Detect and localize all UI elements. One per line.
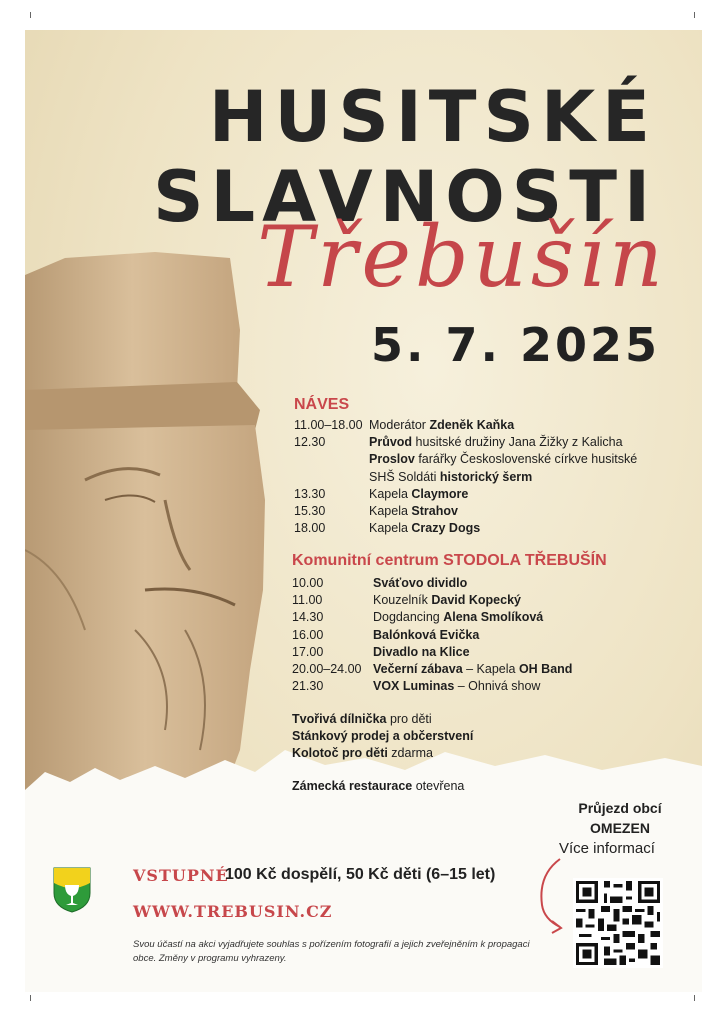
place-name: Třebušín	[257, 208, 667, 306]
desc-text: husitské družiny Jana Žižky z Kalicha	[412, 435, 623, 450]
extras-list	[292, 711, 473, 762]
desc	[369, 417, 514, 434]
desc	[369, 520, 480, 537]
extra-item	[292, 745, 473, 762]
desc-bold: Průvod	[369, 435, 413, 450]
disclaimer-text: Svou účastí na akci vyjadřujete souhlas s pořízením fotografií a jejich zveřejněním k propagaci obce. Změny v programu vyhrazeny.	[133, 939, 530, 964]
passage-line-2: OMEZEN	[590, 820, 650, 836]
crop-mark	[30, 12, 31, 18]
desc-text: Kouzelník	[373, 593, 432, 608]
desc-bold: Alena Smolíková	[443, 610, 544, 625]
time: 21.30	[292, 679, 324, 694]
desc-bold: Večerní zábava	[373, 661, 463, 676]
extra-item	[292, 728, 473, 745]
desc	[373, 575, 467, 592]
desc-text: farářky Československé církve husitské	[414, 452, 638, 467]
extra-text: zdarma	[387, 746, 433, 760]
desc-text: SHŠ Soldáti	[369, 469, 440, 484]
desc	[369, 434, 623, 451]
restaurant-note	[292, 779, 464, 793]
passage-notice	[545, 798, 695, 838]
restaurant-text: otevřena	[412, 779, 465, 793]
time: 14.30	[292, 610, 324, 625]
desc-text: – Ohnivá show	[454, 679, 541, 694]
extra-item	[292, 711, 473, 728]
title-line-1: HUSITSKÉ	[208, 76, 657, 158]
desc	[373, 592, 521, 609]
crop-mark	[694, 12, 695, 18]
time: 20.00–24.00	[292, 661, 362, 676]
extra-bold: Tvořivá dílnička	[292, 712, 387, 726]
crop-mark	[694, 995, 695, 1001]
time: 16.00	[292, 627, 324, 642]
desc	[369, 503, 458, 520]
time: 17.00	[292, 644, 324, 659]
desc-bold: Zdeněk Kaňka	[429, 418, 515, 432]
desc-text: Kapela	[369, 521, 412, 536]
desc-text: Moderátor	[369, 418, 430, 432]
restaurant-bold: Zámecká restaurace	[292, 779, 413, 793]
time: 13.30	[294, 486, 326, 501]
time: 18.00	[294, 521, 326, 536]
title-line-2: SLAVNOSTI	[153, 156, 657, 238]
time: 10.00	[292, 576, 324, 590]
desc-text: Dogdancing	[373, 610, 444, 625]
entry-label: VSTUPNÉ	[133, 866, 229, 885]
desc-text: Kapela	[369, 486, 412, 501]
desc	[373, 627, 479, 644]
desc-bold: Proslov	[369, 452, 415, 467]
desc-text: – Kapela	[462, 661, 519, 676]
time: 11.00–18.00	[294, 418, 363, 432]
desc-text: Kapela	[369, 503, 412, 518]
desc-bold: Balónková Evička	[373, 627, 480, 642]
desc-bold: Sváťovo dividlo	[373, 576, 468, 590]
desc-bold: Divadlo na Klice	[373, 644, 470, 659]
desc	[369, 451, 637, 468]
poster	[25, 30, 702, 992]
desc-bold: Crazy Dogs	[411, 521, 481, 536]
time: 11.00	[292, 593, 323, 608]
time: 12.30	[294, 435, 326, 450]
desc	[369, 486, 468, 503]
desc-bold: Claymore	[411, 486, 469, 501]
section-title-stodola: Komunitní centrum STODOLA TŘEBUŠÍN	[292, 552, 607, 569]
time: 15.30	[294, 503, 326, 518]
desc	[369, 469, 532, 486]
desc-bold: historický šerm	[439, 469, 533, 484]
desc	[373, 661, 572, 678]
event-date: 5. 7. 2025	[370, 318, 660, 372]
desc	[373, 609, 543, 626]
passage-line-1: Průjezd obcí	[578, 800, 662, 816]
extra-text: pro děti	[386, 712, 432, 726]
website-link[interactable]: WWW.TREBUSIN.CZ	[133, 902, 333, 921]
desc	[373, 644, 470, 661]
extra-bold: Kolotoč pro děti	[292, 746, 388, 760]
desc-bold: VOX Luminas	[373, 679, 455, 694]
desc-bold: OH Band	[518, 661, 573, 676]
more-info-label: Více informací	[559, 840, 655, 857]
village-crest-icon	[53, 858, 91, 922]
desc	[373, 678, 540, 695]
qr-code-icon[interactable]	[573, 878, 663, 968]
desc-bold: David Kopecký	[431, 593, 521, 608]
entry-price: 100 Kč dospělí, 50 Kč děti (6–15 let)	[225, 866, 496, 883]
extra-bold: Stánkový prodej a občerstvení	[292, 729, 474, 743]
section-title-naves: NÁVES	[294, 396, 350, 413]
crop-mark	[30, 995, 31, 1001]
desc-bold: Strahov	[411, 503, 458, 518]
